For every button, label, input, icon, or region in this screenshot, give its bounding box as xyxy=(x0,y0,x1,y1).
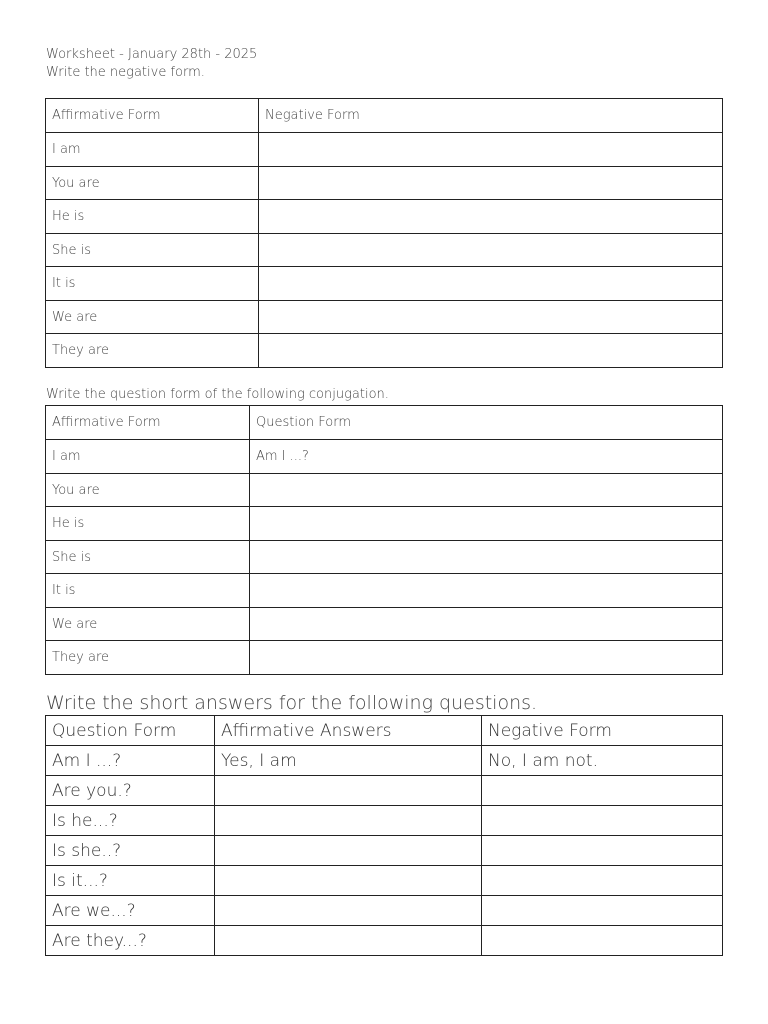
question-form-table xyxy=(45,405,723,675)
table-row xyxy=(46,167,723,200)
table-row xyxy=(46,746,723,776)
table-row xyxy=(46,474,723,507)
column-header: Negative Form xyxy=(259,99,723,133)
question-answer-cell[interactable] xyxy=(250,641,723,675)
affirmative-cell: It is xyxy=(46,267,259,301)
table-row xyxy=(46,133,723,167)
affirmative-cell: I am xyxy=(46,133,259,167)
negative-answer-cell[interactable] xyxy=(259,200,723,234)
affirmative-cell: You are xyxy=(46,167,259,200)
table-row xyxy=(46,608,723,641)
question-answer-cell[interactable] xyxy=(250,541,723,574)
negative-answer-cell[interactable]: No, I am not. xyxy=(482,746,723,776)
negative-answer-cell[interactable] xyxy=(259,267,723,301)
table-row xyxy=(46,896,723,926)
affirmative-answer-cell[interactable]: Yes, I am xyxy=(215,746,482,776)
affirmative-cell: It is xyxy=(46,574,250,608)
table-row xyxy=(46,507,723,541)
affirmative-answer-cell[interactable] xyxy=(215,776,482,806)
affirmative-cell: We are xyxy=(46,301,259,334)
question-cell: Are you.? xyxy=(46,776,215,806)
question-answer-cell[interactable] xyxy=(250,574,723,608)
column-header: Negative Form xyxy=(482,716,723,746)
table-row xyxy=(46,301,723,334)
table-row xyxy=(46,541,723,574)
affirmative-answer-cell[interactable] xyxy=(215,926,482,956)
table-row xyxy=(46,334,723,368)
section2-instruction: Write the question form of the following conjugation. xyxy=(46,387,389,402)
table-row xyxy=(46,836,723,866)
question-cell: Is it...? xyxy=(46,866,215,896)
negative-answer-cell[interactable] xyxy=(482,926,723,956)
question-answer-cell[interactable] xyxy=(250,608,723,641)
affirmative-cell: We are xyxy=(46,608,250,641)
question-cell: Is she..? xyxy=(46,836,215,866)
negative-answer-cell[interactable] xyxy=(482,866,723,896)
table-row xyxy=(46,234,723,267)
question-answer-cell[interactable]: Am I ...? xyxy=(250,440,723,474)
negative-answer-cell[interactable] xyxy=(482,896,723,926)
table-row xyxy=(46,267,723,301)
affirmative-cell: She is xyxy=(46,234,259,267)
question-answer-cell[interactable] xyxy=(250,507,723,541)
negative-answer-cell[interactable] xyxy=(259,301,723,334)
table-row xyxy=(46,574,723,608)
affirmative-cell: They are xyxy=(46,334,259,368)
negative-answer-cell[interactable] xyxy=(259,167,723,200)
section3-instruction: Write the short answers for the following questions. xyxy=(46,692,538,714)
affirmative-answer-cell[interactable] xyxy=(215,836,482,866)
affirmative-cell: He is xyxy=(46,200,259,234)
question-cell: Am I ...? xyxy=(46,746,215,776)
negative-answer-cell[interactable] xyxy=(482,806,723,836)
affirmative-cell: They are xyxy=(46,641,250,675)
negative-answer-cell[interactable] xyxy=(259,234,723,267)
table-row xyxy=(46,641,723,675)
table-header-row xyxy=(46,716,723,746)
table-row xyxy=(46,440,723,474)
affirmative-answer-cell[interactable] xyxy=(215,806,482,836)
column-header: Affirmative Form xyxy=(46,99,259,133)
question-cell: Are we...? xyxy=(46,896,215,926)
table-header-row xyxy=(46,99,723,133)
table-row xyxy=(46,776,723,806)
negative-answer-cell[interactable] xyxy=(482,836,723,866)
column-header: Question Form xyxy=(250,406,723,440)
question-answer-cell[interactable] xyxy=(250,474,723,507)
affirmative-cell: I am xyxy=(46,440,250,474)
table-row xyxy=(46,806,723,836)
question-cell: Are they...? xyxy=(46,926,215,956)
table-row xyxy=(46,866,723,896)
table-row xyxy=(46,200,723,234)
worksheet-title: Worksheet - January 28th - 2025 xyxy=(46,47,258,62)
negative-form-table xyxy=(45,98,723,368)
negative-answer-cell[interactable] xyxy=(482,776,723,806)
table-header-row xyxy=(46,406,723,440)
affirmative-answer-cell[interactable] xyxy=(215,866,482,896)
section1-instruction: Write the negative form. xyxy=(46,65,205,80)
negative-answer-cell[interactable] xyxy=(259,133,723,167)
column-header: Affirmative Form xyxy=(46,406,250,440)
negative-answer-cell[interactable] xyxy=(259,334,723,368)
column-header: Question Form xyxy=(46,716,215,746)
column-header: Affirmative Answers xyxy=(215,716,482,746)
question-cell: Is he...? xyxy=(46,806,215,836)
short-answers-table xyxy=(45,715,723,956)
affirmative-cell: He is xyxy=(46,507,250,541)
affirmative-answer-cell[interactable] xyxy=(215,896,482,926)
affirmative-cell: She is xyxy=(46,541,250,574)
table-row xyxy=(46,926,723,956)
affirmative-cell: You are xyxy=(46,474,250,507)
